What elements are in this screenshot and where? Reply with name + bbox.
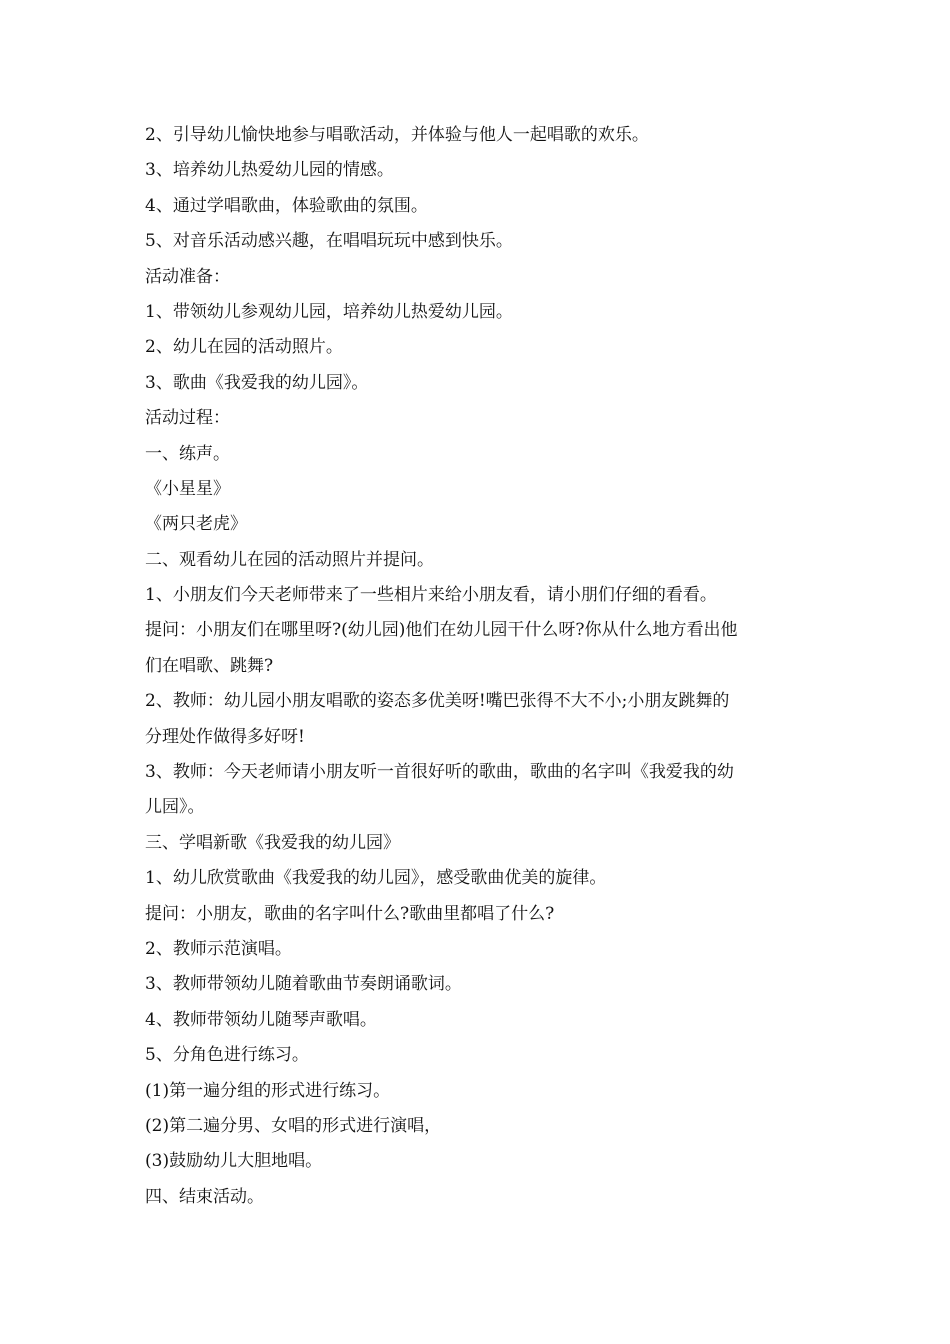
text-line: 们在唱歌、跳舞? [145,655,274,676]
text-line: (3)鼓励幼儿大胆地唱。 [145,1151,323,1172]
text-line: 3、培养幼儿热爱幼儿园的情感。 [145,160,394,181]
text-line: 4、教师带领幼儿随琴声歌唱。 [145,1009,377,1030]
text-line: 《两只老虎》 [145,514,247,535]
section-heading: 活动过程： [145,408,230,429]
text-line: 5、对音乐活动感兴趣，在唱唱玩玩中感到快乐。 [145,231,513,252]
text-line: 2、引导幼儿愉快地参与唱歌活动，并体验与他人一起唱歌的欢乐。 [145,125,649,145]
text-line: 1、小朋友们今天老师带来了一些相片来给小朋友看，请小朋们仔细的看看。 [145,585,717,606]
text-line: 1、幼儿欣赏歌曲《我爱我的幼儿园》，感受歌曲优美的旋律。 [145,868,607,889]
text-line: 儿园》。 [145,797,205,818]
text-line: 1、带领幼儿参观幼儿园，培养幼儿热爱幼儿园。 [145,301,513,322]
text-line: 分理处作做得多好呀! [145,726,305,747]
text-line: (1)第一遍分组的形式进行练习。 [145,1080,391,1101]
text-line: 三、学唱新歌《我爱我的幼儿园》 [145,832,400,853]
text-line: 5、分角色进行练习。 [145,1045,309,1066]
text-line: 提问：小朋友，歌曲的名字叫什么?歌曲里都唱了什么? [145,903,555,924]
text-line: 3、教师带领幼儿随着歌曲节奏朗诵歌词。 [145,974,462,995]
text-line: 3、教师：今天老师请小朋友听一首很好听的歌曲，歌曲的名字叫《我爱我的幼 [145,762,734,783]
text-line: 四、结束活动。 [145,1186,264,1207]
text-line: 提问：小朋友们在哪里呀?(幼儿园)他们在幼儿园干什么呀?你从什么地方看出他 [145,620,738,641]
text-line: (2)第二遍分男、女唱的形式进行演唱， [145,1115,442,1136]
text-line: 2、幼儿在园的活动照片。 [145,337,343,358]
text-line: 《小星星》 [145,478,230,499]
text-line: 二、观看幼儿在园的活动照片并提问。 [145,549,434,570]
document-body [145,118,815,1215]
text-line: 4、通过学唱歌曲，体验歌曲的氛围。 [145,195,428,216]
text-line: 3、歌曲《我爱我的幼儿园》。 [145,372,369,393]
section-heading: 活动准备： [145,266,230,287]
text-line: 2、教师示范演唱。 [145,938,292,959]
text-line: 一、练声。 [145,443,230,464]
text-line: 2、教师：幼儿园小朋友唱歌的姿态多优美呀!嘴巴张得不大不小;小朋友跳舞的 [145,691,730,712]
